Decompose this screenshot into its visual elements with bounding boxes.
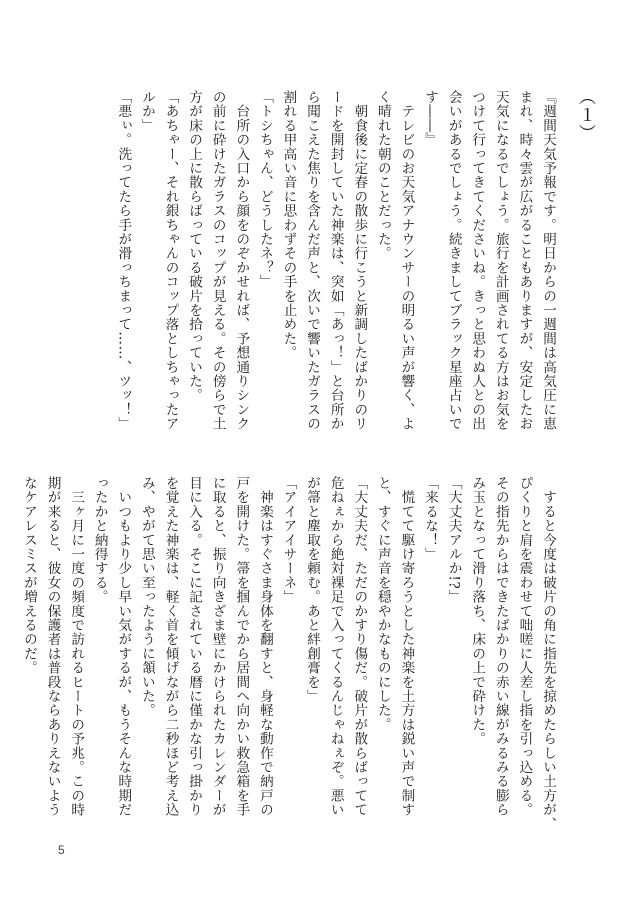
page-number: 5 xyxy=(58,843,65,857)
chapter-heading: （１） xyxy=(575,88,595,142)
text-block-lower: すると今度は破片の角に指先を掠めたらしい土方が、 ぴくりと肩を震わせて咄嗟に人差し指を引っ込める。 その指先からはできたばかりの赤い線がみるみる膨ら み玉となって滑り落ち、床の上で砕けた。 「大丈夫アルか!?」 「来るな！」 慌てて駆け寄ろうとした神楽を土方は鋭い声で制す と、すぐに声音を穏やかなものにした。 「大丈夫だ、ただのかすり傷だ。破片が散らばってて 危ねぇから絶対裸足で入ってくるんじゃねぇぞ。悪い が箒と塵取を頼む。あと絆創膏を」 「アイアイサーネ」 神楽はすぐさま身体を翻すと、身軽な動作で納戸の 戸を開けた。箒を掴んでから居間へ向かい救急箱を手 に取ると、振り向きざま壁にかけられたカレンダーが 目に入る。そこに記されている暦に僅かな引っ掛かり を覚えた神楽は、軽く首を傾げながら二秒ほど考え込 み、やがて思い至ったように頷いた。 いつもより少し早い気がするが、もうそんな時期だ ったかと納得する。 三ヶ月に一度の頻度で訪れるヒートの予兆。この時 期が来ると、彼女の保護者は普段ならありえないよう なケアレスミスが増えるのだ。 xyxy=(20,476,556,831)
text-block-upper: 『週間天気予報です。明日からの一週間は高気圧に恵 まれ、時々雲が広がることもありますが、安定したお 天気になるでしょう。旅行を計画されてる方はお気を つけて行ってきてくださいね。きっと思わぬ人との出 会いがあるでしょう。続きましてブラック星座占いで す――』 テレビのお天気アナウンサーの明るい声が響く、よ く晴れた朝のことだった。 朝食後に定春の散歩に行こうと新調したばかりのリ ードを開封していた神楽は、突如「あっ！」と台所か ら聞こえた焦りを含んだ声と、次いで響いたガラスの 割れる甲高い音に思わずその手を止めた。 「トシちゃん、どうしたネ？」 台所の入口から顔をのぞかせれば、予想通りシンク の前に砕けたガラスのコップが見える。その傍らで土 方が床の上に散らばっている破片を拾っていた。 「あちゃー、それ銀ちゃんのコップ落としちゃったア ルか」 「悪ぃ。洗ってたら手が滑っちまって……、ツッ！」 xyxy=(115,90,556,431)
